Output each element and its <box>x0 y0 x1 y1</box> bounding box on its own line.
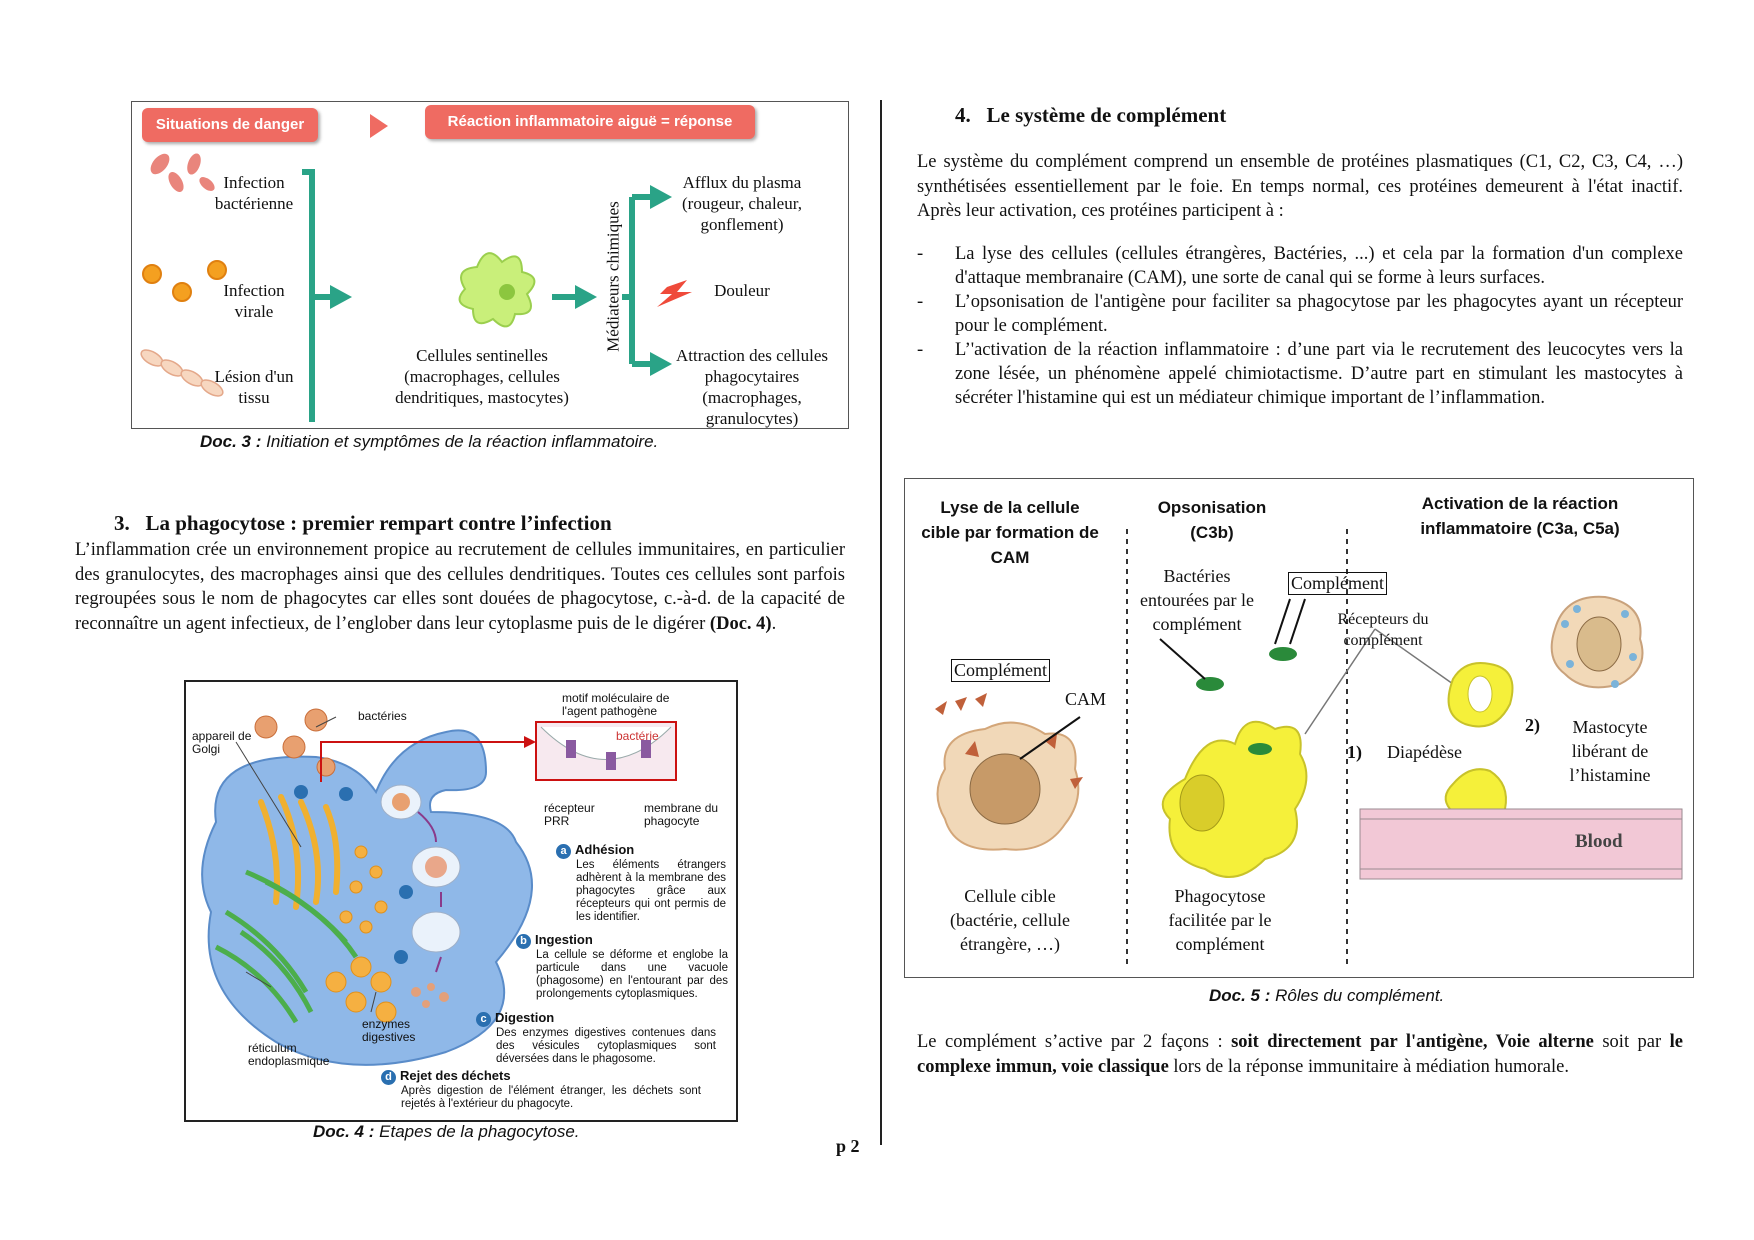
label-diapedese: Diapédèse <box>1387 742 1462 762</box>
section3-paragraph: L’inflammation crée un environnement propice au recrutement de cellules immunitaires, en particulier des granulocytes, des macrophages ainsi que des cellules dendritiques. Toutes ces cellules sont parfois regroupées sous le nom de phagocytes car elles sont douées de phagocytose, c.-à-d. de la capacité de reconnaître un agent infectieux, de l’englober dans leur cytoplasme puis de le digérer (Doc. 4). <box>75 540 845 634</box>
label-cellule-cible: Cellule cible (bactérie, cellule étrangère, …) <box>950 886 1070 954</box>
section4-intro: Le système du complément comprend un ensemble de protéines plasmatiques (C1, C2, C3, C4, …) synthétisées essentiellement par le foie. En temps normal, ces protéines demeurent à l'état inactif. Après leur activation, ces protéines participent à : <box>917 152 1683 221</box>
doc5-caption: Doc. 5 : Rôles du complément. <box>1209 986 1445 1005</box>
label-2: 2) <box>1525 715 1540 735</box>
lightning-icon <box>657 280 692 307</box>
label-afflux: Afflux du plasma (rougeur, chaleur, gonflement) <box>682 173 802 234</box>
list-item: - La lyse des cellules (cellules étrangères, Bactéries, ...) et cela par la formation d'un complexe d'attaque membranaire (CAM), une sorte de canal qui se forme à leurs surfaces. <box>917 242 1683 290</box>
label-complement-mid: Complément <box>1288 572 1387 595</box>
pill-situations: Situations de danger <box>142 108 318 142</box>
list-item: - L’'activation de la réaction inflammatoire : d’une part via le recrutement des leucocytes vers la zone lésée, un phénomène appelé chimiotactisme. D’autre part en stimulant les mastocytes à sécréter l'histamine qui est un médiateur chimique important de l’inflammation. <box>917 338 1683 410</box>
doc3-figure <box>131 101 849 429</box>
doc4-figure <box>184 680 738 1122</box>
page-number: p 2 <box>836 1136 860 1156</box>
label-phagocytose: Phagocytose facilitée par le complément <box>1168 886 1272 954</box>
step-a: a Adhésion Les éléments étrangers adhèrent à la membrane des phagocytes grâce aux récepteurs qui ont permis de les identifier. <box>556 842 726 924</box>
pill-reaction: Réaction inflammatoire aiguë = réponse rapide <box>425 105 755 139</box>
conclusion-paragraph: Le complément s’active par 2 façons : soit directement par l'antigène, Voie alterne soit par le complexe immun, voie classique lors de la réponse immunitaire à médiation humorale. <box>917 1032 1684 1077</box>
label-recepteurs: Récepteurs du complément <box>1337 611 1429 649</box>
label-cam: CAM <box>1065 689 1107 709</box>
sentinel-cell-icon <box>460 253 535 326</box>
label-bacteries: bactéries <box>358 709 407 723</box>
section3-heading: 3. La phagocytose : premier rempart contre l’infection <box>114 511 612 535</box>
label-1: 1) <box>1347 742 1362 762</box>
label-bacterie: bactérie <box>616 729 659 743</box>
label-membrane: membrane du phagocyte <box>644 801 719 828</box>
doc5-figure <box>904 478 1694 978</box>
label-infection-virale: Infection virale <box>223 281 285 321</box>
label-attraction: Attraction des cellules phagocytaires (macrophages, granulocytes) <box>675 346 828 428</box>
column-divider <box>880 100 882 1145</box>
label-golgi: appareil de Golgi <box>192 729 252 756</box>
step-c: c Digestion Des enzymes digestives contenues dans des vésicules cytoplasmiques sont déversées dans le phagosome. <box>476 1010 716 1066</box>
label-mediateurs: Médiateurs chimiques <box>603 201 623 352</box>
label-motif: motif moléculaire de l'agent pathogène <box>562 691 670 718</box>
section4-heading: 4. Le système de complément <box>955 103 1227 127</box>
label-blood: Blood <box>1575 831 1623 852</box>
doc3-caption: Doc. 3 : Initiation et symptômes de la réaction inflammatoire. <box>200 432 659 451</box>
label-complement-left: Complément <box>951 659 1050 682</box>
label-bacteries-entourees: Bactéries entourées par le complément <box>1140 566 1254 634</box>
bracket-arrow <box>302 172 332 422</box>
label-reticulum: réticulum endoplasmique <box>248 1041 330 1068</box>
section4-list <box>917 242 1683 410</box>
doc4-caption: Doc. 4 : Etapes de la phagocytose. <box>313 1122 580 1141</box>
label-lesion: Lésion d'un tissu <box>214 367 294 407</box>
col3-title: Activation de la réaction inflammatoire (C3a, C5a) <box>1420 494 1620 538</box>
label-enzymes: enzymes digestives <box>362 1017 416 1044</box>
label-cellules-sentinelles: Cellules sentinelles (macrophages, cellules dendritiques, mastocytes) <box>395 346 569 407</box>
list-item: - L’opsonisation de l'antigène pour faciliter sa phagocytose par les phagocytes ayant un récepteur pour le complément. <box>917 290 1683 338</box>
label-recepteur: récepteur PRR <box>544 801 595 828</box>
label-douleur: Douleur <box>714 281 770 300</box>
step-d: d Rejet des déchets Après digestion de l'élément étranger, les déchets sont rejetés à l'extérieur du phagocyte. <box>381 1068 701 1111</box>
label-mastocyte: Mastocyte libérant de l’histamine <box>1569 717 1651 785</box>
step-b: b Ingestion La cellule se déforme et englobe la particule dans une vacuole (phagosome) en l'entourant par des prolongements cytoplasmiques. <box>516 932 728 1001</box>
col2-title: Opsonisation (C3b) <box>1157 498 1267 542</box>
col1-title: Lyse de la cellule cible par formation de CAM <box>921 498 1099 567</box>
label-infection-bacterienne: Infection bactérienne <box>214 173 294 213</box>
